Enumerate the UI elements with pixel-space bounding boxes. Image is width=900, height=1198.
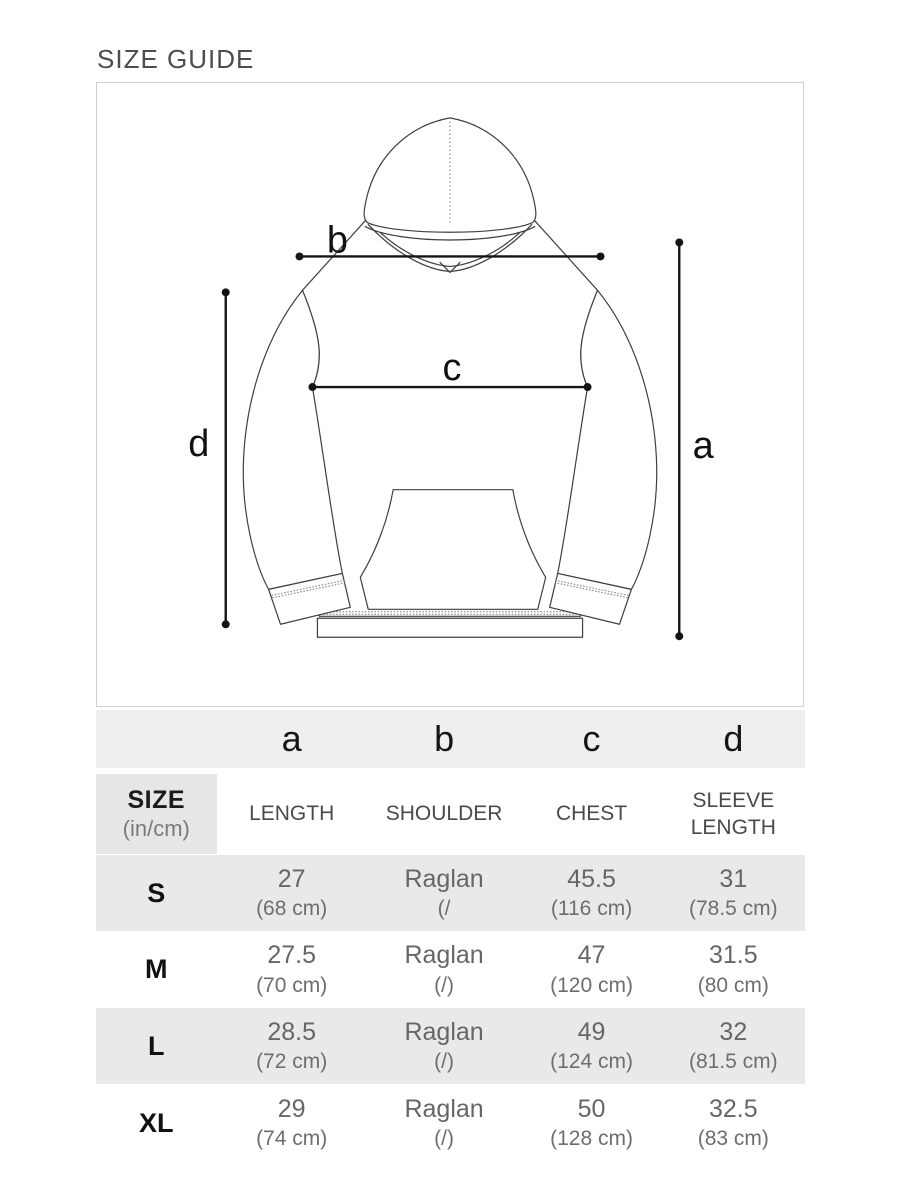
- cell-xl-shoulder: Raglan (/): [404, 1094, 484, 1151]
- unit-header: (in/cm): [122, 816, 190, 841]
- size-label-m: M: [145, 954, 168, 984]
- col-header-shoulder: SHOULDER: [385, 802, 503, 826]
- label-c: c: [442, 347, 462, 390]
- cell-l-shoulder: Raglan (/): [404, 1017, 484, 1074]
- table-row-l: [96, 1008, 805, 1084]
- table-row-xl: [96, 1084, 805, 1162]
- cell-l-chest: 49 (124 cm): [550, 1017, 633, 1074]
- cell-xl-chest: 50 (128 cm): [550, 1094, 633, 1151]
- cell-m-length: 27.5 (70 cm): [256, 941, 328, 997]
- hoodie-diagram: [96, 82, 804, 707]
- table-header-row: [96, 774, 805, 854]
- size-table: [96, 710, 805, 1162]
- measure-letter-b: b: [434, 718, 455, 759]
- hem-band: [317, 618, 582, 637]
- table-row-s: [96, 855, 805, 931]
- cell-s-sleeve: 31 (78.5 cm): [688, 864, 778, 921]
- hoodie-drawing: [97, 83, 803, 706]
- cell-xl-length: 29 (74 cm): [256, 1094, 328, 1151]
- cell-s-chest: 45.5 (116 cm): [550, 864, 633, 921]
- size-unit-cell: [96, 774, 217, 854]
- cell-s-length: 27 (68 cm): [256, 864, 328, 921]
- table-row-m: [96, 931, 805, 1008]
- size-label-s: S: [147, 877, 166, 908]
- col-header-length: LENGTH: [249, 802, 335, 826]
- cell-l-sleeve: 32 (81.5 cm): [688, 1017, 778, 1074]
- label-a: a: [692, 424, 714, 467]
- page-title: SIZE GUIDE: [97, 44, 255, 74]
- size-header: SIZE: [127, 786, 186, 814]
- letters-row-spacer: [96, 710, 217, 768]
- measurement-a: [675, 239, 714, 641]
- hood: [364, 118, 536, 232]
- measure-letter-c: c: [582, 718, 601, 759]
- label-d: d: [188, 422, 210, 465]
- col-header-sleeve-length: SLEEVE LENGTH: [690, 788, 776, 839]
- measurement-d: [188, 288, 229, 628]
- cell-m-chest: 47 (120 cm): [550, 941, 633, 997]
- measure-letters-row: [96, 710, 805, 768]
- cell-m-shoulder: Raglan (/): [404, 941, 484, 997]
- cell-m-sleeve: 31.5 (80 cm): [697, 941, 769, 997]
- size-label-l: L: [148, 1030, 165, 1061]
- size-label-xl: XL: [139, 1107, 174, 1138]
- cell-l-length: 28.5 (72 cm): [256, 1017, 328, 1074]
- col-header-chest: CHEST: [555, 802, 628, 826]
- measure-letter-d: d: [723, 718, 744, 759]
- label-b: b: [326, 219, 348, 262]
- measure-letter-a: a: [281, 718, 302, 759]
- cell-xl-sleeve: 32.5 (83 cm): [697, 1094, 769, 1151]
- cell-s-shoulder: Raglan (/: [404, 864, 484, 921]
